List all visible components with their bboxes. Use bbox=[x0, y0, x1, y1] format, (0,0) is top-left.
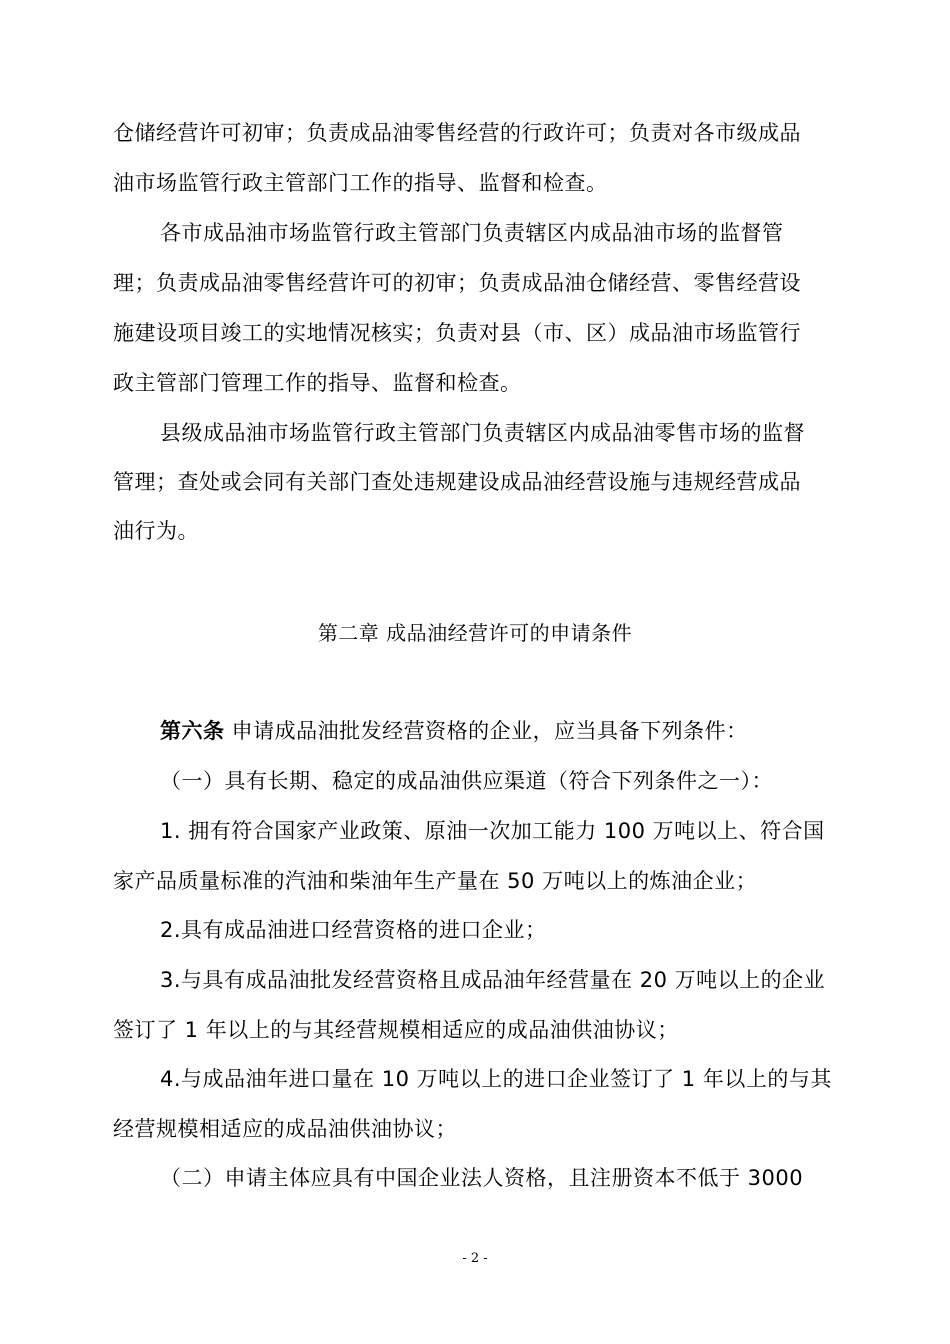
sub-item-1-line-2: 家产品质量标准的汽油和柴油年生产量在 50 万吨以上的炼油企业； bbox=[113, 869, 758, 893]
article-6 bbox=[160, 716, 843, 746]
paragraph-2-line-1: 各市成品油市场监管行政主管部门负责辖区内成品油市场的监督管 bbox=[160, 221, 784, 245]
item-1: （一）具有长期、稳定的成品油供应渠道（符合下列条件之一）： bbox=[160, 769, 773, 793]
paragraph-1-line-1: 仓储经营许可初审；负责成品油零售经营的行政许可；负责对各市级成品 bbox=[113, 121, 801, 145]
item-2: （二）申请主体应具有中国企业法人资格，且注册资本不低于 3000 bbox=[160, 1166, 804, 1190]
paragraph-3-line-2: 管理；查处或会同有关部门查处违规建设成品油经营设施与违规经营成品 bbox=[113, 470, 801, 494]
sub-item-4-line-2: 经营规模相适应的成品油供油协议； bbox=[113, 1117, 457, 1141]
paragraph-3-line-3: 油行为。 bbox=[113, 519, 199, 543]
article-6-label: 第六条 bbox=[160, 719, 225, 743]
page-number: - 2 - bbox=[462, 1251, 488, 1266]
sub-item-3-line-2: 签订了 1 年以上的与其经营规模相适应的成品油供油协议； bbox=[113, 1018, 679, 1042]
paragraph-3-line-1: 县级成品油市场监管行政主管部门负责辖区内成品油零售市场的监督 bbox=[160, 421, 805, 445]
article-6-text: 申请成品油批发经营资格的企业，应当具备下列条件： bbox=[224, 719, 748, 743]
paragraph-2-line-3: 施建设项目竣工的实地情况核实；负责对县（市、区）成品油市场监管行 bbox=[113, 321, 801, 345]
sub-item-3-line-1: 3.与具有成品油批发经营资格且成品油年经营量在 20 万吨以上的企业 bbox=[160, 968, 826, 992]
paragraph-2-line-4: 政主管部门管理工作的指导、监督和检查。 bbox=[113, 371, 522, 395]
chapter-heading: 第二章 成品油经营许可的申请条件 bbox=[317, 621, 633, 645]
paragraph-1-line-2: 油市场监管行政主管部门工作的指导、监督和检查。 bbox=[113, 171, 608, 195]
paragraph-2-line-2: 理；负责成品油零售经营许可的初审；负责成品油仓储经营、零售经营设 bbox=[113, 271, 801, 295]
sub-item-4-line-1: 4.与成品油年进口量在 10 万吨以上的进口企业签订了 1 年以上的与其 bbox=[160, 1067, 832, 1091]
sub-item-1-line-1: 1. 拥有符合国家产业政策、原油一次加工能力 100 万吨以上、符合国 bbox=[160, 819, 825, 843]
sub-item-2: 2.具有成品油进口经营资格的进口企业； bbox=[160, 918, 547, 942]
